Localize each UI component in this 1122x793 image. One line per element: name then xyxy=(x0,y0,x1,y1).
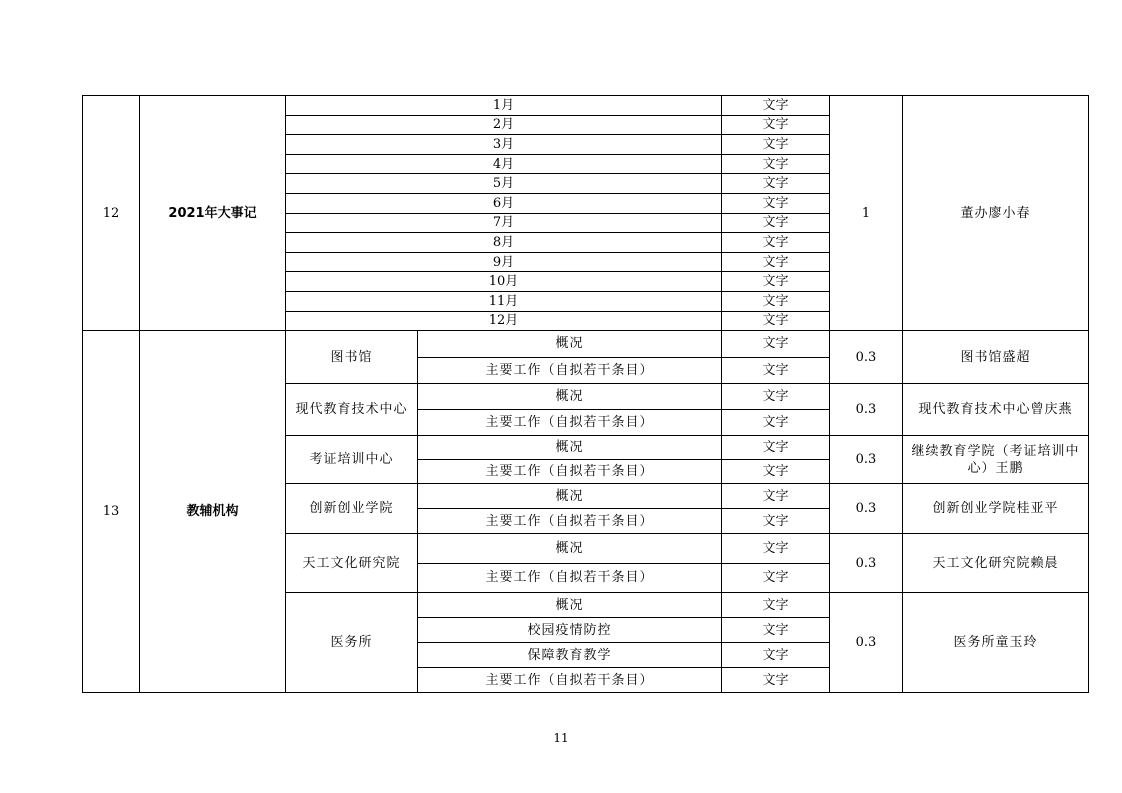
unit-name: 医务所 xyxy=(286,593,418,693)
unit-name: 考证培训中心 xyxy=(286,436,418,484)
owner-name: 创新创业学院桂亚平 xyxy=(903,484,1089,534)
content-type: 文字 xyxy=(722,643,830,668)
item-label: 概况 xyxy=(418,593,722,618)
content-type: 文字 xyxy=(722,593,830,618)
content-type: 文字 xyxy=(722,460,830,484)
item-label: 保障教育教学 xyxy=(418,643,722,668)
owner-name: 现代教育技术中心曾庆燕 xyxy=(903,384,1089,436)
unit-name: 现代教育技术中心 xyxy=(286,384,418,436)
content-type: 文字 xyxy=(722,154,830,174)
content-type: 文字 xyxy=(722,291,830,311)
month-label: 11月 xyxy=(286,291,722,311)
owner-name: 继续教育学院（考证培训中心）王鹏 xyxy=(903,436,1089,484)
item-label: 主要工作（自拟若干条目） xyxy=(418,563,722,593)
owner-name: 医务所童玉玲 xyxy=(903,593,1089,693)
content-type: 文字 xyxy=(722,357,830,384)
month-label: 6月 xyxy=(286,193,722,213)
content-type: 文字 xyxy=(722,331,830,358)
unit-name: 天工文化研究院 xyxy=(286,534,418,593)
table-row xyxy=(83,331,1089,358)
content-type: 文字 xyxy=(722,96,830,116)
content-type: 文字 xyxy=(722,174,830,194)
item-label: 主要工作（自拟若干条目） xyxy=(418,460,722,484)
weight-value: 0.3 xyxy=(830,534,903,593)
month-label: 12月 xyxy=(286,311,722,331)
month-label: 4月 xyxy=(286,154,722,174)
content-type: 文字 xyxy=(722,115,830,135)
content-type: 文字 xyxy=(722,213,830,233)
content-type: 文字 xyxy=(722,272,830,292)
content-type: 文字 xyxy=(722,668,830,693)
unit-name: 图书馆 xyxy=(286,331,418,384)
item-label: 概况 xyxy=(418,331,722,358)
table-row xyxy=(83,96,1089,116)
page-number: 11 xyxy=(553,731,569,745)
owner-name: 图书馆盛超 xyxy=(903,331,1089,384)
month-label: 1月 xyxy=(286,96,722,116)
item-label: 概况 xyxy=(418,534,722,564)
content-type: 文字 xyxy=(722,484,830,509)
weight-value: 0.3 xyxy=(830,436,903,484)
item-label: 概况 xyxy=(418,484,722,509)
content-type: 文字 xyxy=(722,252,830,272)
item-label: 主要工作（自拟若干条目） xyxy=(418,509,722,534)
month-label: 5月 xyxy=(286,174,722,194)
unit-name: 创新创业学院 xyxy=(286,484,418,534)
section-number: 13 xyxy=(83,331,140,693)
content-type: 文字 xyxy=(722,311,830,331)
month-label: 7月 xyxy=(286,213,722,233)
weight-value: 0.3 xyxy=(830,484,903,534)
content-type: 文字 xyxy=(722,384,830,410)
content-type: 文字 xyxy=(722,618,830,643)
item-label: 主要工作（自拟若干条目） xyxy=(418,410,722,436)
item-label: 主要工作（自拟若干条目） xyxy=(418,357,722,384)
item-label: 主要工作（自拟若干条目） xyxy=(418,668,722,693)
month-label: 8月 xyxy=(286,233,722,253)
content-type: 文字 xyxy=(722,233,830,253)
item-label: 概况 xyxy=(418,436,722,460)
content-type: 文字 xyxy=(722,135,830,155)
owner-name: 董办廖小春 xyxy=(903,96,1089,331)
weight-value: 0.3 xyxy=(830,331,903,384)
section-number: 12 xyxy=(83,96,140,331)
month-label: 3月 xyxy=(286,135,722,155)
owner-name: 天工文化研究院赖晨 xyxy=(903,534,1089,593)
content-type: 文字 xyxy=(722,563,830,593)
section-title: 教辅机构 xyxy=(140,331,286,693)
content-type: 文字 xyxy=(722,534,830,564)
month-label: 10月 xyxy=(286,272,722,292)
content-type: 文字 xyxy=(722,410,830,436)
weight-value: 1 xyxy=(830,96,903,331)
data-table xyxy=(82,95,1089,693)
content-type: 文字 xyxy=(722,509,830,534)
item-label: 校园疫情防控 xyxy=(418,618,722,643)
content-type: 文字 xyxy=(722,436,830,460)
month-label: 9月 xyxy=(286,252,722,272)
weight-value: 0.3 xyxy=(830,593,903,693)
weight-value: 0.3 xyxy=(830,384,903,436)
item-label: 概况 xyxy=(418,384,722,410)
content-type: 文字 xyxy=(722,193,830,213)
month-label: 2月 xyxy=(286,115,722,135)
section-title: 2021年大事记 xyxy=(140,96,286,331)
